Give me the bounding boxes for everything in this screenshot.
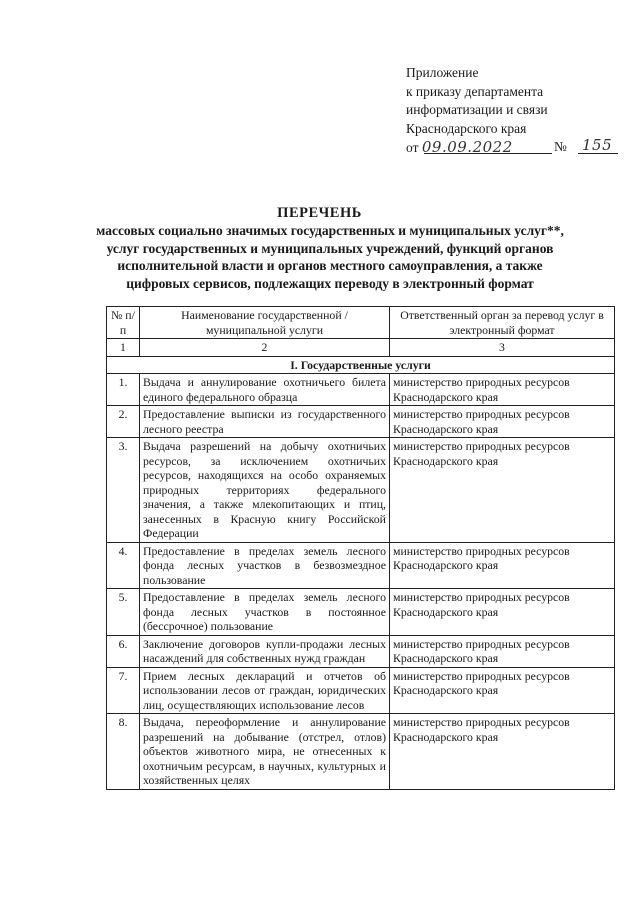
col-number: 3 <box>390 339 615 357</box>
number-underline <box>578 153 618 154</box>
header-num: № п/п <box>107 307 140 339</box>
header-row <box>107 307 615 339</box>
appendix-line: к приказу департамента <box>406 83 544 99</box>
responsible-org: министерство природных ресурсов Краснодарского края <box>390 635 615 667</box>
date-prefix: от <box>406 140 419 155</box>
table-row <box>107 667 615 714</box>
services-table <box>106 306 615 790</box>
table-row <box>107 635 615 667</box>
appendix-line: Краснодарского края <box>406 120 527 136</box>
row-number: 4. <box>107 542 140 589</box>
column-number-row <box>107 339 615 357</box>
responsible-org: министерство природных ресурсов Краснодарского края <box>390 589 615 636</box>
row-number: 5. <box>107 589 140 636</box>
responsible-org: министерство природных ресурсов Краснодарского края <box>390 714 615 790</box>
table-row <box>107 589 615 636</box>
appendix-line: Приложение <box>406 65 479 80</box>
service-name: Предоставление в пределах земель лесного фонда лесных участков в безвозмездное пользование <box>140 542 390 589</box>
row-number: 1. <box>107 374 140 406</box>
section-row <box>107 356 615 374</box>
document-subtitle: массовых социально значимых государственных и муниципальных услуг**, услуг государственных и муниципальных учреждений, функций органов исполнительной власти и органов местного самоуправления, а также цифровых сервисов, подлежащих переводу в электронный формат <box>96 223 564 291</box>
appendix-block <box>406 64 613 157</box>
table-row <box>107 438 615 543</box>
responsible-org: министерство природных ресурсов Краснодарского края <box>390 374 615 406</box>
date-underline <box>424 153 552 154</box>
table-row <box>107 714 615 790</box>
document-title: ПЕРЕЧЕНЬ <box>277 205 362 221</box>
service-name: Выдача и аннулирование охотничьего билета единого федерального образца <box>140 374 390 406</box>
service-name: Прием лесных деклараций и отчетов об использовании лесов от граждан, юридических лиц, осуществляющих использование лесов <box>140 667 390 714</box>
responsible-org: министерство природных ресурсов Краснодарского края <box>390 438 615 543</box>
row-number: 2. <box>107 406 140 438</box>
section-title: I. Государственные услуги <box>290 357 431 372</box>
col-number: 2 <box>140 339 390 357</box>
responsible-org: министерство природных ресурсов Краснодарского края <box>390 542 615 589</box>
service-name: Предоставление в пределах земель лесного фонда лесных участков в постоянное (бессрочное) пользование <box>140 589 390 636</box>
number-prefix: № <box>554 139 567 154</box>
row-number: 3. <box>107 438 140 543</box>
responsible-org: министерство природных ресурсов Краснодарского края <box>390 667 615 714</box>
service-name: Заключение договоров купли-продажи лесных насаждений для собственных нужд граждан <box>140 635 390 667</box>
header-name: Наименование государственной / муниципальной услуги <box>140 307 390 339</box>
service-name: Выдача разрешений на добычу охотничьих ресурсов, за исключением охотничьих ресурсов, находящихся на особо охраняемых природных территориях федерального значения, а также млекопитающих и птиц, занесенных в Красную книгу Российской Федерации <box>140 438 390 543</box>
row-number: 6. <box>107 635 140 667</box>
order-number: 155 <box>582 136 613 154</box>
order-date: 09.09.2022 <box>421 138 513 156</box>
appendix-line: информатизации и связи <box>406 102 548 117</box>
responsible-org: министерство природных ресурсов Краснодарского края <box>390 406 615 438</box>
table-row <box>107 406 615 438</box>
header-org: Ответственный орган за перевод услуг в электронный формат <box>390 307 615 339</box>
service-name: Предоставление выписки из государственного лесного реестра <box>140 406 390 438</box>
row-number: 7. <box>107 667 140 714</box>
service-name: Выдача, переоформление и аннулирование разрешений на добывание (отстрел, отлов) объектов животного мира, не отнесенных к охотничьим ресурсам, в научных, культурных и хозяйственных целях <box>140 714 390 790</box>
col-number: 1 <box>107 339 140 357</box>
table-row <box>107 542 615 589</box>
table-row <box>107 374 615 406</box>
order-date-number <box>406 136 613 157</box>
row-number: 8. <box>107 714 140 790</box>
